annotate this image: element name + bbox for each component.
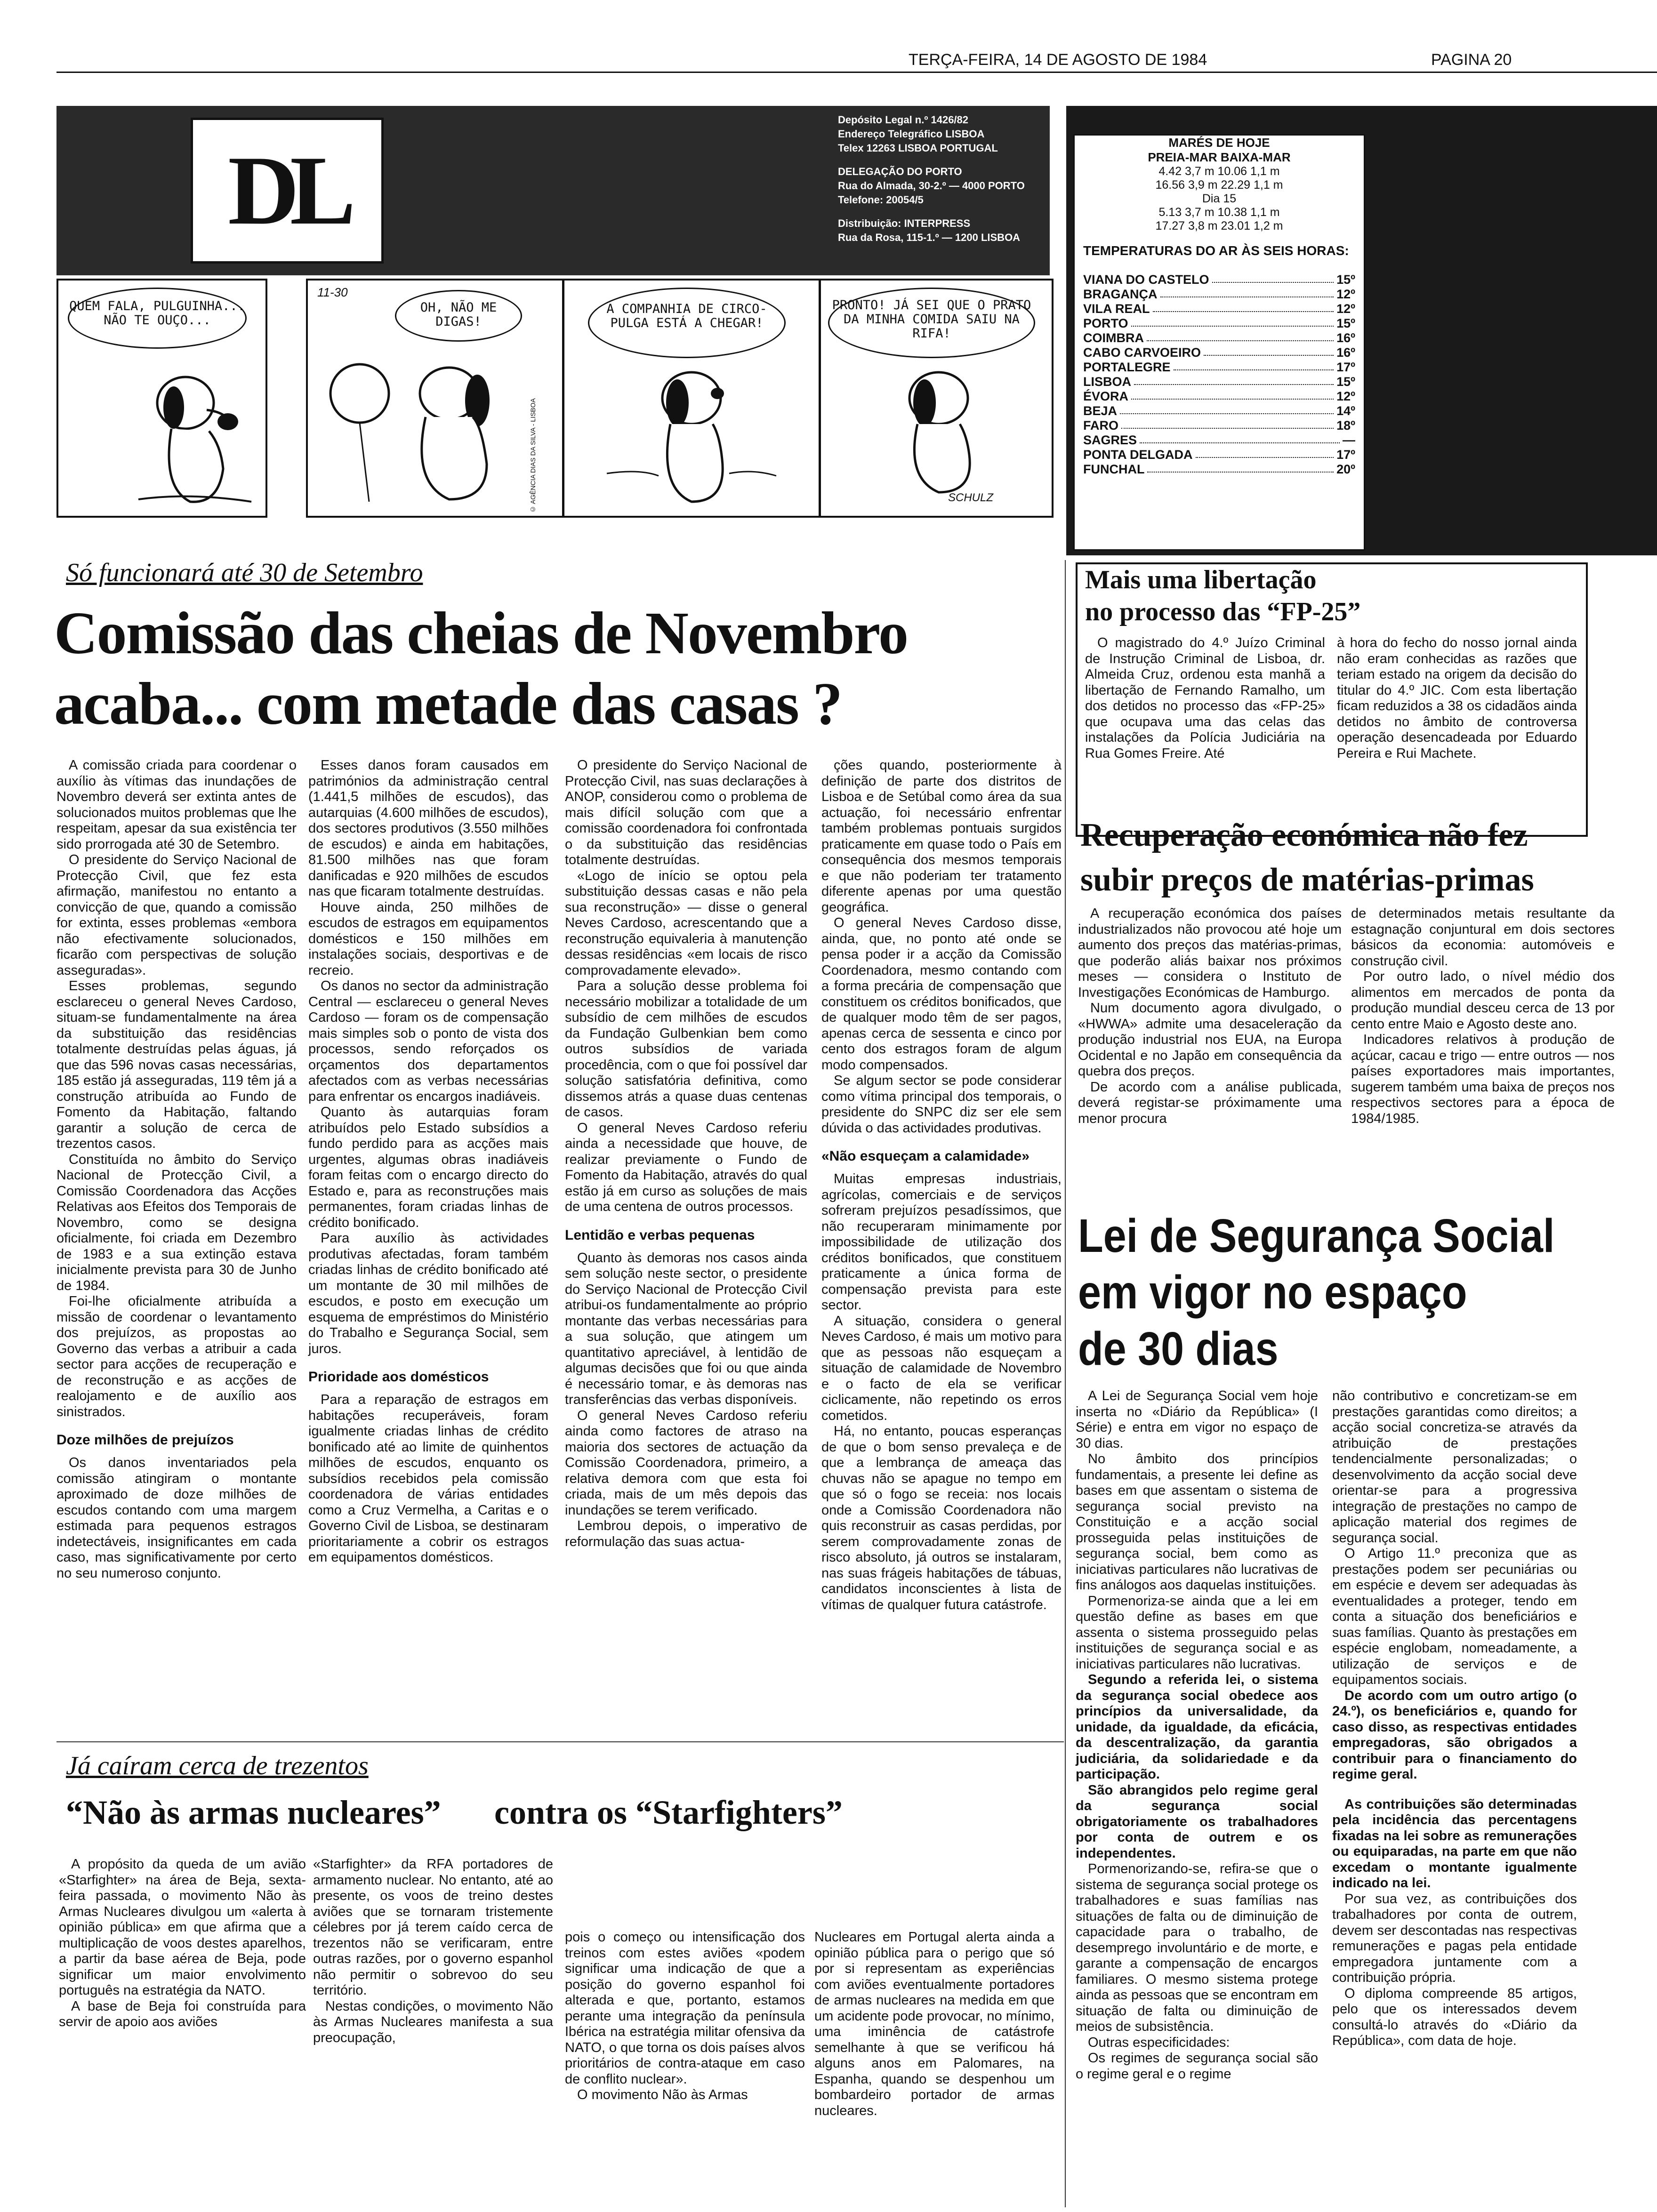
- story1-column-4: ções quando, posteriormente à definição de parte dos distritos de Lisboa e de Setúbal como área da sua actuação, foi necessário enfrentar também problemas pontuais surgidos praticamente em quase todo o País em consequência dos mesmos temporais e que não poderiam ter tratamento diferente apenas por uma questão geográfica. O general Neves Cardoso disse, ainda, que, no ponto até onde se pensa poder ir a acção da Comissão Coordenadora, mesmo contando com a forma precária de compensação que constituem os créditos bonificados, que de qualquer modo têm de ser pagos, apenas cerca de sessenta e cinco por cento dos estragos foram de algum modo compensados. Se algum sector se pode considerar como vítima principal dos temporais, o presidente do SNPC diz ser ele sem dúvida o das actividades produtivas. «Não esqueçam a calamidade» Muitas empresas industriais, agrícolas, comerciais e de serviços sofreram prejuízos pesadíssimos, que não recuperaram minimamente por impossibilidade de utilização dos créditos bonificados, que constituem praticamente a única forma de compensação prevista para este sector. A situação, considera o general Neves Cardoso, é mais um motivo para que as pessoas não esqueçam a situação de calamidade de Novembro e o facto de ela se verificar ciclicamente, não repetindo os erros cometidos. Há, no entanto, poucas esperanças de que o bom senso prevaleça e de que a lembrança de ameaça das chuvas não se apague no tempo em que só o fogo se receia: nos locais onde a Comissão Coordenadora não quis reconstruir as casas perdidas, por serem comprovadamente zonas de risco absoluto, já outros se instalaram, nas suas frágeis habitações de tábuas, candidatos inconscientes à lista de vítimas de qualquer futura catástrofe.: [821, 758, 1062, 1612]
- temperature-value: 16º: [1336, 345, 1355, 360]
- snoopy-drawing: [859, 365, 1019, 497]
- temperature-value: 15º: [1336, 316, 1355, 330]
- temperature-value: —: [1343, 433, 1355, 447]
- temperature-value: 15º: [1336, 375, 1355, 389]
- story1-kicker: Só funcionará até 30 de Setembro: [66, 558, 423, 587]
- city-name: PONTA DELGADA: [1083, 448, 1193, 462]
- city-name: VIANA DO CASTELO: [1083, 272, 1209, 287]
- leader-dots: [1147, 462, 1334, 473]
- temperature-value: 12º: [1336, 302, 1355, 316]
- column-rule: [1065, 560, 1066, 2207]
- leader-dots: [1204, 345, 1334, 356]
- city-name: LISBOA: [1083, 375, 1132, 389]
- story2-headline: Mais uma libertação: [1085, 565, 1317, 594]
- speech-bubble: PRONTO! JÁ SEI QUE O PRATO DA MINHA COMIDA SAIU NA RIFA!: [828, 288, 1035, 358]
- logo: DL: [228, 136, 346, 245]
- logo-box: [191, 118, 384, 264]
- temperature-row: [1083, 272, 1355, 287]
- temperature-value: 17º: [1336, 448, 1355, 462]
- leader-dots: [1147, 331, 1334, 341]
- snoopy-drawing: [120, 365, 261, 511]
- story4-headline-line3: de 30 dias: [1078, 1322, 1279, 1375]
- page-number: PAGINA 20: [1431, 51, 1512, 69]
- comic-signature: SCHULZ: [948, 491, 994, 504]
- temperatures-list: [1083, 272, 1355, 477]
- story5-kicker: Já caíram cerca de trezentos: [66, 1751, 369, 1780]
- speech-bubble: A COMPANHIA DE CIRCO-PULGA ESTÁ A CHEGAR!: [588, 288, 786, 358]
- story5-column-3: pois o começo ou intensificação dos treinos com estes aviões «podem significar uma indicação de que a posição do governo espanhol foi alterada e que, portanto, estamos perante uma integração da península Ibérica na estratégia militar ofensiva da NATO, o que torna os dois países alvos prioritários de contra-ataque em caso de conflito nuclear». O movimento Não às Armas: [565, 1930, 805, 2102]
- tides-row: 5.13 3,7 m 10.38 1,1 m: [1158, 206, 1280, 219]
- comic-panel-2: [306, 279, 564, 518]
- snoopy-drawing: [602, 365, 781, 511]
- temperature-row: [1083, 345, 1355, 360]
- story5-headline: “Não às armas nucleares”: [66, 1794, 441, 1831]
- story1-subhead: Lentidão e verbas pequenas: [565, 1227, 755, 1243]
- leader-dots: [1131, 389, 1334, 400]
- story4-headline-line2: em vigor no espaço: [1078, 1266, 1467, 1319]
- temperature-value: 18º: [1336, 418, 1355, 433]
- tides-row: 17.27 3,8 m 23.01 1,2 m: [1155, 219, 1283, 232]
- tides-row: 4.42 3,7 m 10.06 1,1 m: [1158, 165, 1280, 178]
- story1-column-1: A comissão criada para coordenar o auxílio às vítimas das inundações de Novembro deverá ser extinta antes de solucionados muitos problemas que lhe respeitam, apesar da sua existência ter sido prorrogada até 30 de Setembro. O presidente do Serviço Nacional de Protecção Civil, que fez esta afirmação, manifestou no entanto a convicção de que, quando a comissão for extinta, esses problemas «embora não efectivamente solucionados, ficarão com perspectivas de solução asseguradas». Esses problemas, segundo esclareceu o general Neves Cardoso, situam-se fundamentalmente na área da substituição das residências totalmente destruídas pelas águas, já que das 596 novas casas necessárias, 185 estão já asseguradas, 119 têm já a construção atribuída ao Fundo de Fomento da Habitação, faltando garantir a solução de cerca de trezentos casos. Constituída no âmbito do Serviço Nacional de Protecção Civil, a Comissão Coordenadora das Acções Relativas aos Efeitos dos Temporais de Novembro, como se designa oficialmente, foi criada em Dezembro de 1983 e a sua extinção estava inicialmente prevista para 30 de Junho de 1984. Foi-lhe oficialmente atribuída a missão de coordenar o levantamento dos prejuízos, as propostas ao Governo das verbas a atribuir a cada sector para acções de recuperação e de reconstrução e as acções de realojamento e de auxílio aos sinistrados. Doze milhões de prejuízos Os danos inventariados pela comissão atingiram o montante aproximado de doze milhões de escudos contando com uma margem estimada para pequenos estragos indetectáveis, insignificantes em cada caso, mas significativamente por certo no seu numeroso conjunto.: [56, 758, 297, 1581]
- temperature-row: [1083, 418, 1355, 433]
- temperature-row: [1083, 462, 1355, 477]
- story2-column-2: à hora do fecho do nosso jornal ainda não eram conhecidas as razões que teriam estado na origem da decisão do titular do 4.º JIC. Com esta libertação ficam reduzidos a 38 os cidadãos ainda detidos no âmbito de controversa operação desencadeada por Eduardo Pereira e Rui Machete.: [1337, 635, 1577, 761]
- temperature-row: [1083, 448, 1355, 462]
- temperature-value: 16º: [1336, 331, 1355, 345]
- speech-bubble: OH, NÃO ME DIGAS!: [395, 290, 522, 342]
- story4-column-1: A Lei de Segurança Social vem hoje inserta no «Diário da República» (I Série) e entra em vigor no espaço de 30 dias. No âmbito dos princípios fundamentais, a presente lei define as bases em que assentam o sistema de segurança social previsto na Constituição e a acção social prosseguida pelas instituições de segurança social, bem como as iniciativas particulares não lucrativas de fins análogos aos daquelas instituições. Pormenoriza-se ainda que a lei em questão define as bases em que assenta o sistema prosseguido pelas instituições de segurança social e as iniciativas particulares não lucrativas. Segundo a referida lei, o sistema da segurança social obedece aos princípios da universalidade, da unidade, da igualdade, da eficácia, da descentralização, da garantia judiciária, da solidariedade e da participação. São abrangidos pelo regime geral da segurança social obrigatoriamente os trabalhadores por conta de outrem e os independentes. Pormenorizando-se, refira-se que o sistema de segurança social protege os trabalhadores e suas famílias nas situações de falta ou de diminuição de capacidade para o trabalho, de desemprego involuntário e de morte, e garante a compensação de encargos familiares. O mesmo sistema protege ainda as pessoas que se encontram em situação de falta ou diminuição de meios de subsistência. Outras especificidades: Os regimes de segurança social são o regime geral e o regime: [1076, 1388, 1318, 2082]
- story4-column-2: não contributivo e concretizam-se em prestações garantidas como direitos; a acção social concretiza-se através da atribuição de prestações tendencialmente personalizadas; o desenvolvimento da acção social deve orientar-se para a progressiva integração de prestações no campo de aplicação material dos regimes de segurança social. O Artigo 11.º preconiza que as prestações podem ser pecuniárias ou em espécie e devem ser adequadas às eventualidades a proteger, tendo em conta a situação dos beneficiários e suas famílias. Quanto às prestações em espécie englobam, nomeadamente, a utilização de serviços e de equipamentos sociais. De acordo com um outro artigo (o 24.º), os beneficiários e, quando for caso disso, as respectivas entidades empregadoras, são obrigados a contribuir para o financiamento do regime geral. As contribuições são determinadas pela incidência das percentagens fixadas na lei sobre as remunerações ou equiparadas, na parte em que não excedam o montante igualmente indicado na lei. Por sua vez, as contribuições dos trabalhadores por conta de outrem, devem ser descontadas nas respectivas remunerações e pagas pela entidade empregadora juntamente com a contribuição própria. O diploma compreende 85 artigos, pelo que os interessados devem consultá-lo através do «Diário da República», com data de hoje.: [1332, 1388, 1577, 2048]
- city-name: ÉVORA: [1083, 389, 1129, 403]
- leader-dots: [1131, 316, 1334, 327]
- story1-subhead: «Não esqueçam a calamidade»: [821, 1148, 1030, 1164]
- comic-panel-3: [563, 279, 820, 518]
- temperature-value: 12º: [1336, 389, 1355, 403]
- story1-column-2: Esses danos foram causados em patrimónios da administração central (1.441,5 milhões de escudos), das autarquias (4.600 milhões de escudos), dos sectores produtivos (3.550 milhões de escudos) e ainda em habitações, 81.500 milhões nas que foram danificadas e 920 milhões de escudos nas que ficaram totalmente destruídas. Houve ainda, 250 milhões de escudos de estragos em equipamentos domésticos e 150 milhões em instalações sociais, desportivas e de recreio. Os danos no sector da administração Central — esclareceu o general Neves Cardoso — foram os de compensação mais simples sob o ponto de vista dos processos, sendo reforçados os orçamentos dos departamentos afectados com as verbas necessárias para enfrentar os encargos inadiáveis. Quanto às autarquias foram atribuídos pelo Estado subsídios a fundo perdido para as acções mais urgentes, algumas obras inadiáveis foram feitas com o encargo directo do Estado e, para as reconstruções mais permanentes, foram criadas linhas de crédito bonificado. Para auxílio às actividades produtivas afectadas, foram também criadas linhas de crédito bonificado até um montante de 30 mil milhões de escudos, e posto em execução um esquema de empréstimos do Ministério do Trabalho e Segurança Social, sem juros. Prioridade aos domésticos Para a reparação de estragos em habitações recuperáveis, foram igualmente criadas linhas de crédito bonificado até ao limite de quinhentos milhões de escudos, enquanto os subsídios recebidos pela comissão coordenadora de várias entidades como a Cruz Vermelha, a Caritas e o Governo Civil de Lisboa, se destinaram prioritariamente a cobrir os estragos em equipamentos domésticos.: [308, 758, 548, 1565]
- city-name: PORTALEGRE: [1083, 360, 1171, 374]
- temperature-row: [1083, 287, 1355, 302]
- temperature-row: [1083, 375, 1355, 389]
- leader-dots: [1196, 448, 1334, 458]
- story2-headline-line2: no processo das “FP-25”: [1085, 597, 1361, 626]
- tides-row: 16.56 3,9 m 22.29 1,1 m: [1155, 178, 1283, 192]
- leader-dots: [1121, 418, 1334, 429]
- story1-column-3: O presidente do Serviço Nacional de Protecção Civil, nas suas declarações à ANOP, considerou como o problema de mais difícil solução com que a comissão coordenadora foi confrontada o da substituição das residências totalmente destruídas. «Logo de início se optou pela substituição dessas casas e não pela sua reconstrução» — disse o general Neves Cardoso, acrescentando que a reconstrução equivaleria à manutenção dessas residências «em locais de risco comprovadamente elevado». Para a solução desse problema foi necessário mobilizar a totalidade de um subsídio de cem milhões de escudos da Fundação Gulbenkian bem como outros subsídios de variada procedência, com o que foi possível dar solução satisfatória definitiva, como dissemos atrás a quase duas centenas de casos. O general Neves Cardoso referiu ainda a necessidade que houve, de realizar previamente o Fundo de Fomento da Habitação, através do qual estão já em curso as soluções de mais de uma centena de outros processos. Lentidão e verbas pequenas Quanto às demoras nos casos ainda sem solução neste sector, o presidente do Serviço Nacional de Protecção Civil atribui-os fundamentalmente ao próprio montante das verbas necessárias para a sua solução, que atingem um quantitativo apreciável, à lentidão de algumas decisões que foi ou que ainda é necessário tomar, e às demoras nas transferências das verbas disponíveis. O general Neves Cardoso referiu ainda como factores de atraso na maioria dos sectores de actuação da Comissão Coordenadora, primeiro, a relativa demora com que esta foi criada, mais de um mês depois das inundações se terem verificado. Lembrou depois, o imperativo de reformulação das suas actua-: [565, 758, 807, 1549]
- snoopy-drawing: [317, 342, 553, 511]
- temperature-row: [1083, 316, 1355, 331]
- comic-panel-1: [56, 279, 267, 518]
- story5-column-1: A propósito da queda de um avião «Starfighter» na área de Beja, sexta-feira passada, o movimento Não às Armas Nucleares divulgou um «alerta à opinião pública» em que afirma que a multiplicação de voos destes aparelhos, a partir da base aérea de Beja, pode significar um maior envolvimento português na estratégia da NATO. A base de Beja foi construída para servir de apoio aos aviões: [59, 1857, 306, 2029]
- temperature-row: [1083, 302, 1355, 316]
- city-name: BEJA: [1083, 404, 1118, 418]
- temperature-row: [1083, 404, 1355, 418]
- story3-headline: Recuperação económica não fez: [1080, 817, 1528, 853]
- leader-dots: [1174, 360, 1334, 370]
- story4-headline: Lei de Segurança Social: [1078, 1210, 1555, 1262]
- temperature-row: [1083, 389, 1355, 404]
- story3-column-2: de determinados metais resultante da estagnação conjuntural em dois sectores básicos da economia: automóveis e construção civil. Por outro lado, o nível médio dos alimentos em mercados de ponta da produção mundial desceu cerca de 13 por cento entre Maio e Agosto deste ano. Indicadores relativos à produção de açúcar, cacau e trigo — entre outros — nos países exportadores mais importantes, sugerem também uma baixa de preços nos respectivos sectores para a época de 1984/1985.: [1351, 906, 1615, 1126]
- temperature-value: 12º: [1336, 287, 1355, 301]
- city-name: COIMBRA: [1083, 331, 1144, 345]
- speech-bubble: QUEM FALA, PULGUINHA... NÃO TE OUÇO...: [68, 288, 247, 349]
- leader-dots: [1134, 375, 1334, 385]
- story1-headline-line2: acaba... com metade das casas ?: [54, 670, 842, 737]
- story1-headline: Comissão das cheias de Novembro: [54, 600, 908, 666]
- weather-panel: [1073, 134, 1365, 551]
- section-rule: [56, 1741, 1064, 1742]
- story1-subhead: Prioridade aos domésticos: [308, 1369, 489, 1385]
- city-name: SAGRES: [1083, 433, 1137, 447]
- story3-headline-line2: subir preços de matérias-primas: [1080, 862, 1534, 898]
- tides-row: Dia 15: [1202, 192, 1237, 205]
- temperature-row: [1083, 433, 1355, 448]
- masthead-rule: [56, 72, 1657, 73]
- temperature-value: 20º: [1336, 462, 1355, 476]
- dateline: TERÇA-FEIRA, 14 DE AGOSTO DE 1984: [909, 51, 1207, 69]
- city-name: FARO: [1083, 418, 1119, 433]
- comic-credit: © AGÊNCIA DIAS DA SILVA - LISBOA: [529, 398, 537, 513]
- temperature-value: 15º: [1336, 272, 1355, 287]
- city-name: CABO CARVOEIRO: [1083, 345, 1201, 360]
- story5-column-2: «Starfighter» da RFA portadores de armamento nuclear. No entanto, até ao presente, os voos de treino destes aviões que se tornaram tristemente célebres por já terem caído cerca de trezentos não se verificaram, entre outras razões, por o governo espanhol não permitir o sobrevoo do seu território. Nestas condições, o movimento Não às Armas Nucleares manifesta a sua preocupação,: [313, 1857, 553, 2045]
- city-name: FUNCHAL: [1083, 462, 1145, 476]
- city-name: PORTO: [1083, 316, 1128, 330]
- temperature-value: 17º: [1336, 360, 1355, 374]
- story5-column-4: Nucleares em Portugal alerta ainda a opinião pública para o perigo que só por si representam as experiências com aviões eventualmente portadores de armas nucleares na medida em que um acidente pode provocar, no mínimo, uma iminência de catástrofe semelhante à que se verificou há alguns anos em Palomares, na Espanha, quando se despenhou um bombardeiro portador de armas nucleares.: [814, 1930, 1054, 2118]
- leader-dots: [1160, 287, 1334, 297]
- story1-subhead: Doze milhões de prejuízos: [56, 1432, 234, 1448]
- temperature-value: 14º: [1336, 404, 1355, 418]
- leader-dots: [1140, 433, 1340, 443]
- city-name: VILA REAL: [1083, 302, 1150, 316]
- masthead-info: Depósito Legal n.º 1426/82 Endereço Telegráfico LISBOA Telex 12263 LISBOA PORTUGAL DELEGAÇÃO DO PORTO Rua do Almada, 30-2.º — 4000 PORTO Telefone: 20054/5 Distribuição: INTERPRESS Rua da Rosa, 115-1.º — 1200 LISBOA: [838, 114, 1025, 243]
- story3-column-1: A recuperação económica dos países industrializados não provocou até hoje um aumento dos preços das matérias-primas, que poderão aliás baixar nos próximos meses — considera o Instituto de Investigações Económicas de Hamburgo. Num documento agora divulgado, o «HWWA» admite uma desaceleração da produção industrial nos EUA, na Europa Ocidental e no Japão em consequência da quebra dos preços. De acordo com a análise publicada, deverá registar-se próximamente uma menor procura: [1078, 906, 1342, 1126]
- story5-headline-b: contra os “Starfighters”: [494, 1794, 843, 1831]
- leader-dots: [1120, 404, 1334, 414]
- temperature-row: [1083, 360, 1355, 375]
- tides-header: PREIA-MAR BAIXA-MAR: [1148, 150, 1291, 164]
- comic-panel-4: [819, 279, 1054, 518]
- temperatures-title: TEMPERATURAS DO AR ÀS SEIS HORAS:: [1083, 243, 1349, 258]
- temperature-row: [1083, 331, 1355, 345]
- comic-date: 11-30: [317, 285, 348, 299]
- leader-dots: [1212, 272, 1334, 283]
- tides-title: MARÉS DE HOJE: [1168, 136, 1270, 150]
- leader-dots: [1153, 302, 1334, 312]
- city-name: BRAGANÇA: [1083, 287, 1158, 301]
- story2-column-1: O magistrado do 4.º Juízo Criminal de Instrução Criminal de Lisboa, dr. Almeida Cruz, ordenou esta manhã a libertação de Fernando Ramalho, um dos detidos no processo das «FP-25» que ocupava uma das celas das instalações da Polícia Judiciária na Rua Gomes Freire. Até: [1085, 635, 1325, 761]
